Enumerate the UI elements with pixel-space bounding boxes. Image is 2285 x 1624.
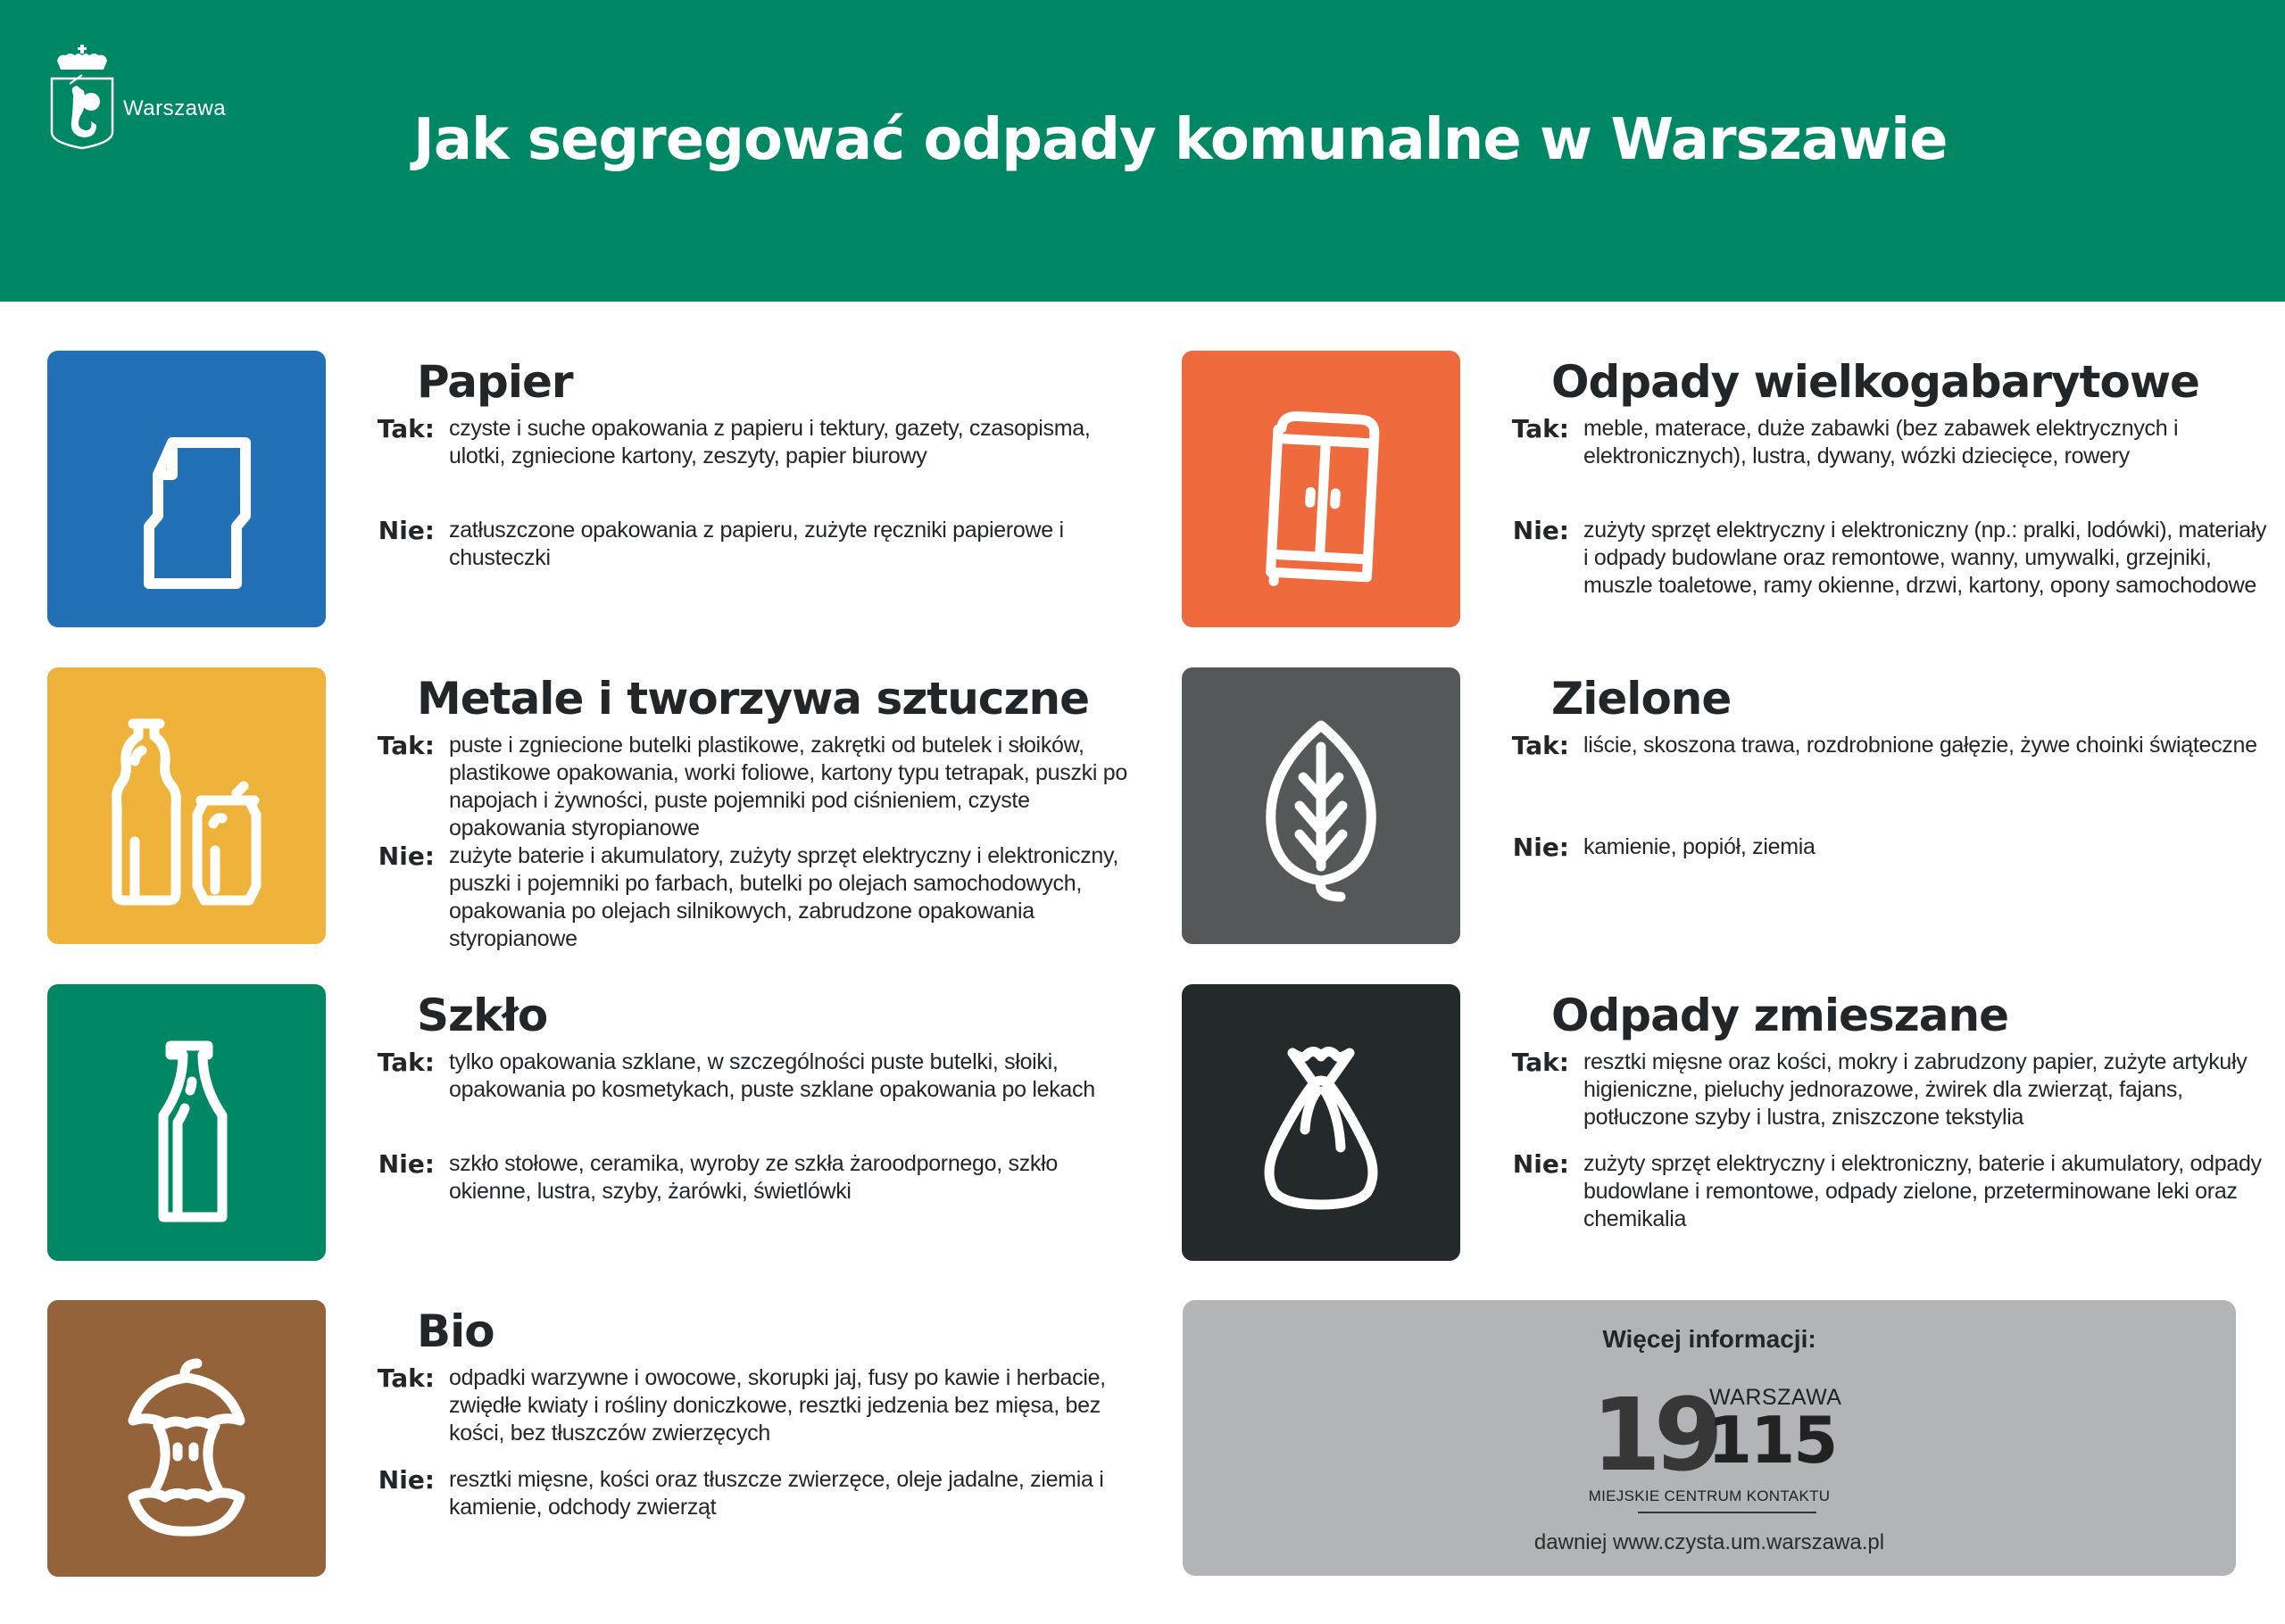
- leaf-icon: [1214, 699, 1428, 913]
- wardrobe-icon: [1214, 382, 1428, 596]
- no-label: Nie:: [1512, 833, 1569, 862]
- no-row: [338, 842, 1142, 953]
- yes-label: Tak:: [377, 1363, 435, 1393]
- yes-text: czyste i suche opakowania z papieru i tektury, gazety, czasopisma, ulotki, zgniecione kartony, zeszyty, papier biurowy: [449, 416, 1091, 468]
- glass-bottle-icon-box: [47, 984, 326, 1261]
- no-label: Nie:: [1512, 1149, 1569, 1179]
- bottle-and-can-icon-box: [47, 667, 326, 944]
- phone-prefix: 19: [1591, 1378, 1716, 1494]
- wardrobe-icon-box: [1182, 351, 1460, 627]
- no-text: resztki mięsne, kości oraz tłuszcze zwierzęce, oleje jadalne, ziemia i kamienie, odchody zwierząt: [449, 1467, 1104, 1520]
- logo-text: Warszawa: [123, 96, 227, 120]
- yes-row: [1473, 415, 2276, 470]
- divider: [1638, 1512, 1816, 1513]
- no-label: Nie:: [378, 516, 435, 545]
- no-text: zużyty sprzęt elektryczny i elektroniczny, baterie i akumulatory, odpady budowlane i remontowe, odpady zielone, przeterminowane leki oraz chemikalia: [1583, 1151, 2262, 1231]
- category-title: Bio: [417, 1305, 494, 1357]
- bottle-and-can-icon: [79, 699, 294, 913]
- paper-icon-box: [47, 351, 326, 627]
- no-row: [338, 517, 1142, 572]
- yes-text: puste i zgniecione butelki plastikowe, zakrętki od butelek i słoików, plastikowe opakowania, worki foliowe, kartony typu tetrapak, puszki po napojach i żywności, puste pojemniki pod ciśnieniem, czyste opakowania styropianowe: [449, 733, 1127, 841]
- category-title: Odpady zmieszane: [1551, 990, 2008, 1041]
- yes-row: [338, 415, 1142, 470]
- category-zielone: [1182, 667, 2271, 946]
- yes-label: Tak:: [377, 731, 435, 760]
- website-link[interactable]: dawniej www.czysta.um.warszawa.pl: [1533, 1530, 1885, 1554]
- paper-icon: [79, 382, 294, 596]
- category-metale: [47, 667, 1136, 951]
- no-row: [1473, 833, 2276, 861]
- category-zmieszane: [1182, 984, 2271, 1263]
- no-text: kamienie, popiół, ziemia: [1583, 834, 1816, 859]
- phone-suffix: 115: [1708, 1403, 1837, 1478]
- no-text: zużyty sprzęt elektryczny i elektroniczny (np.: pralki, lodówki), materiały i odpady budowlane oraz remontowe, wanny, umywalki, grzejniki, muszle toaletowe, ramy okienne, drzwi, kartony, opony samochodowe: [1583, 518, 2267, 598]
- yes-text: liście, skoszona trawa, rozdrobnione gałęzie, żywe choinki świąteczne: [1583, 733, 2257, 758]
- leaf-icon-box: [1182, 667, 1460, 944]
- no-text: zatłuszczone opakowania z papieru, zużyte ręczniki papierowe i chusteczki: [449, 518, 1064, 570]
- no-text: zużyte baterie i akumulatory, zużyty sprzęt elektryczny i elektroniczny, puszki i pojemniki po farbach, butelki po olejach samochodowych, opakowania po olejach silnikowych, zabrudzone opakowania styropianowe: [449, 843, 1118, 951]
- no-row: [338, 1466, 1142, 1521]
- yes-text: meble, materace, duże zabawki (bez zabawek elektrycznych i elektronicznych), lustra, dywany, wózki dziecięce, rowery: [1583, 416, 2179, 468]
- contact-center-label: MIEJSKIE CENTRUM KONTAKTU: [1588, 1487, 1831, 1504]
- no-label: Nie:: [378, 1465, 435, 1495]
- category-title: Zielone: [1551, 673, 1732, 725]
- category-title: Szkło: [417, 990, 548, 1041]
- yes-text: odpadki warzywne i owocowe, skorupki jaj, fusy po kawie i herbacie, zwiędłe kwiaty i rośliny doniczkowe, resztki jedzenia bez mięsa, bez kości, bez tłuszczów zwierzęcych: [449, 1365, 1106, 1446]
- no-row: [338, 1150, 1142, 1206]
- yes-label: Tak:: [377, 1048, 435, 1077]
- yes-label: Tak:: [1511, 1048, 1569, 1077]
- category-title: Odpady wielkogabarytowe: [1551, 356, 2199, 408]
- more-info-title: Więcej informacji:: [1602, 1325, 1816, 1353]
- page-title: Jak segregować odpady komunalne w Warszawie: [413, 107, 1948, 173]
- no-row: [1473, 1150, 2276, 1233]
- trash-bag-icon-box: [1182, 984, 1460, 1261]
- warsaw-coat-of-arms-icon: [46, 43, 118, 159]
- header-banner: [0, 0, 2285, 302]
- apple-core-icon-box: [47, 1300, 326, 1577]
- phone-19115-logo: [1591, 1378, 1842, 1494]
- yes-label: Tak:: [377, 414, 435, 443]
- yes-row: [338, 1364, 1142, 1447]
- yes-label: Tak:: [1511, 731, 1569, 760]
- yes-text: tylko opakowania szklane, w szczególności puste butelki, słoiki, opakowania po kosmetykach, puste szklane opakowania po lekach: [449, 1049, 1095, 1102]
- category-bio: [47, 1300, 1136, 1578]
- category-title: Metale i tworzywa sztuczne: [417, 673, 1090, 725]
- yes-row: [338, 1048, 1142, 1104]
- no-label: Nie:: [378, 841, 435, 871]
- yes-row: [338, 732, 1142, 842]
- no-label: Nie:: [378, 1149, 435, 1179]
- yes-label: Tak:: [1511, 414, 1569, 443]
- category-wielkogabarytowe: [1182, 351, 2271, 629]
- no-label: Nie:: [1512, 516, 1569, 545]
- yes-row: [1473, 732, 2276, 759]
- more-info-box: [1183, 1300, 2236, 1576]
- category-title: Papier: [417, 356, 573, 408]
- apple-core-icon: [79, 1331, 294, 1545]
- yes-text: resztki mięsne oraz kości, mokry i zabrudzony papier, zużyte artykuły higieniczne, pieluchy jednorazowe, żwirek dla zwierząt, fajans, potłuczone szyby i lustra, zniszczone tekstylia: [1583, 1049, 2248, 1130]
- no-row: [1473, 517, 2276, 600]
- phone-city: WARSZAWA: [1709, 1385, 1842, 1410]
- category-szklo: [47, 984, 1136, 1263]
- yes-row: [1473, 1048, 2276, 1131]
- no-text: szkło stołowe, ceramika, wyroby ze szkła żaroodpornego, szkło okienne, lustra, szyby, żarówki, świetlówki: [449, 1151, 1058, 1204]
- category-papier: [47, 351, 1136, 629]
- trash-bag-icon: [1214, 1015, 1428, 1230]
- glass-bottle-icon: [79, 1015, 294, 1230]
